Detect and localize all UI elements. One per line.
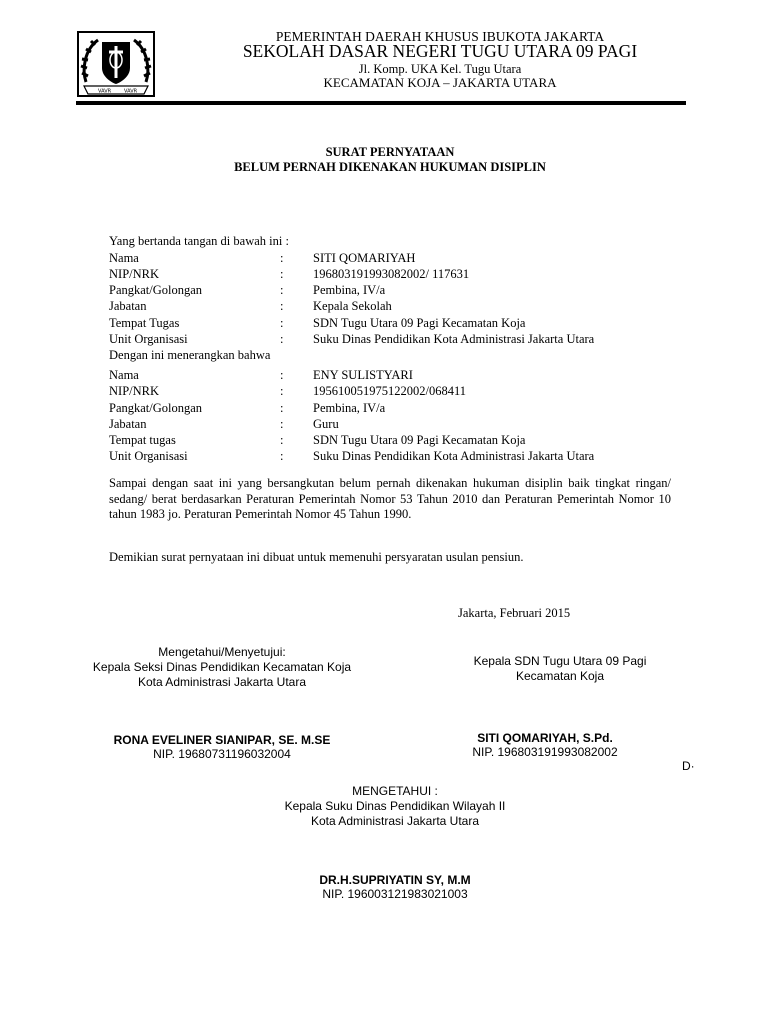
middle-text: Dengan ini menerangkan bahwa bbox=[109, 348, 271, 362]
letterhead-address: Jl. Komp. UKA Kel. Tugu Utara bbox=[358, 62, 522, 76]
letterhead-school-name: SEKOLAH DASAR NEGERI TUGU UTARA 09 PAGI bbox=[242, 41, 638, 61]
field-value: SITI QOMARIYAH bbox=[313, 251, 416, 265]
field-value: ENY SULISTYARI bbox=[313, 368, 413, 382]
field-label: Tempat tugas bbox=[109, 433, 176, 447]
document-subtitle: BELUM PERNAH DIKENAKAN HUKUMAN DISIPLIN bbox=[234, 160, 546, 174]
field-label: Tempat Tugas bbox=[109, 316, 180, 330]
bottom-sig-acknowledge: MENGETAHUI : bbox=[352, 784, 438, 798]
left-sig-position: Kepala Seksi Dinas Pendidikan Kecamatan Koja bbox=[92, 660, 352, 674]
right-sig-district: Kecamatan Koja bbox=[515, 669, 605, 683]
letterhead-divider bbox=[76, 101, 686, 105]
left-sig-agency: Kota Administrasi Jakarta Utara bbox=[137, 675, 307, 689]
field-label: Unit Organisasi bbox=[109, 332, 188, 346]
field-colon: : bbox=[280, 316, 284, 330]
right-sig-name: SITI QOMARIYAH, S.Pd. bbox=[477, 731, 613, 745]
field-value: Guru bbox=[313, 417, 339, 431]
field-label: NIP/NRK bbox=[109, 384, 160, 398]
field-colon: : bbox=[280, 433, 284, 447]
field-value: Pembina, IV/a bbox=[313, 401, 386, 415]
bottom-sig-position: Kepala Suku Dinas Pendidikan Wilayah II bbox=[284, 799, 506, 813]
statement-paragraph: Sampai dengan saat ini yang bersangkutan belum pernah dikenakan hukuman disiplin baik tingkat ringan/ sedang/ berat berdasarkan Peraturan Pemerintah Nomor 53 Tahun 2010 dan Peraturan Pemerintah Nomor 10 tahun 1983 jo. Peraturan Pemerintah Nomor 45 Tahun 1990. bbox=[109, 476, 671, 521]
left-sig-name: RONA EVELINER SIANIPAR, SE. M.SE bbox=[113, 733, 331, 747]
field-value: Kepala Sekolah bbox=[313, 299, 392, 313]
document-title: SURAT PERNYATAAN bbox=[325, 145, 455, 159]
field-value: 195610051975122002/068411 bbox=[313, 384, 467, 398]
field-value: Suku Dinas Pendidikan Kota Administrasi Jakarta Utara bbox=[313, 332, 595, 346]
edge-fragment: D· bbox=[682, 759, 695, 773]
field-colon: : bbox=[280, 384, 284, 398]
bottom-signature-block bbox=[245, 784, 545, 829]
closing-paragraph: Demikian surat pernyataan ini dibuat untuk memenuhi persyaratan usulan pensiun. bbox=[109, 550, 524, 564]
field-label: Unit Organisasi bbox=[109, 449, 188, 463]
left-sig-nip: NIP. 19680731196032004 bbox=[153, 747, 291, 761]
field-label: Jabatan bbox=[109, 417, 147, 431]
field-value: SDN Tugu Utara 09 Pagi Kecamatan Koja bbox=[313, 316, 526, 330]
bottom-sig-nip: NIP. 196003121983021003 bbox=[322, 887, 468, 901]
letterhead-government: PEMERINTAH DAERAH KHUSUS IBUKOTA JAKARTA bbox=[275, 29, 605, 44]
right-sig-nip: NIP. 196803191993082002 bbox=[472, 745, 618, 759]
bottom-sig-name: DR.H.SUPRIYATIN SY, M.M bbox=[319, 873, 471, 887]
field-label: Nama bbox=[109, 251, 139, 265]
field-value: Suku Dinas Pendidikan Kota Administrasi Jakarta Utara bbox=[313, 449, 595, 463]
right-signature-block bbox=[410, 654, 710, 684]
svg-text:VAVR: VAVR bbox=[124, 88, 138, 95]
field-colon: : bbox=[280, 332, 284, 346]
bottom-sig-agency: Kota Administrasi Jakarta Utara bbox=[310, 814, 480, 828]
field-colon: : bbox=[280, 401, 284, 415]
field-label: Pangkat/Golongan bbox=[109, 283, 203, 297]
field-colon: : bbox=[280, 449, 284, 463]
field-colon: : bbox=[280, 283, 284, 297]
left-sig-approval: Mengetahui/Menyetujui: bbox=[158, 645, 286, 659]
field-colon: : bbox=[280, 267, 284, 281]
field-colon: : bbox=[280, 368, 284, 382]
field-label: Pangkat/Golongan bbox=[109, 401, 203, 415]
field-value: 196803191993082002/ 117631 bbox=[313, 267, 470, 281]
field-label: NIP/NRK bbox=[109, 267, 160, 281]
intro-text: Yang bertanda tangan di bawah ini : bbox=[109, 234, 289, 248]
left-signature-block bbox=[72, 645, 372, 690]
right-sig-position: Kepala SDN Tugu Utara 09 Pagi bbox=[473, 654, 647, 668]
field-colon: : bbox=[280, 299, 284, 313]
field-value: SDN Tugu Utara 09 Pagi Kecamatan Koja bbox=[313, 433, 526, 447]
field-label: Nama bbox=[109, 368, 139, 382]
place-date: Jakarta, Februari 2015 bbox=[458, 606, 571, 620]
field-colon: : bbox=[280, 417, 284, 431]
field-colon: : bbox=[280, 251, 284, 265]
letterhead-district: KECAMATAN KOJA – JAKARTA UTARA bbox=[323, 75, 557, 90]
field-label: Jabatan bbox=[109, 299, 147, 313]
field-value: Pembina, IV/a bbox=[313, 283, 386, 297]
svg-text:VAVR: VAVR bbox=[98, 88, 112, 95]
school-emblem-icon bbox=[76, 30, 156, 98]
